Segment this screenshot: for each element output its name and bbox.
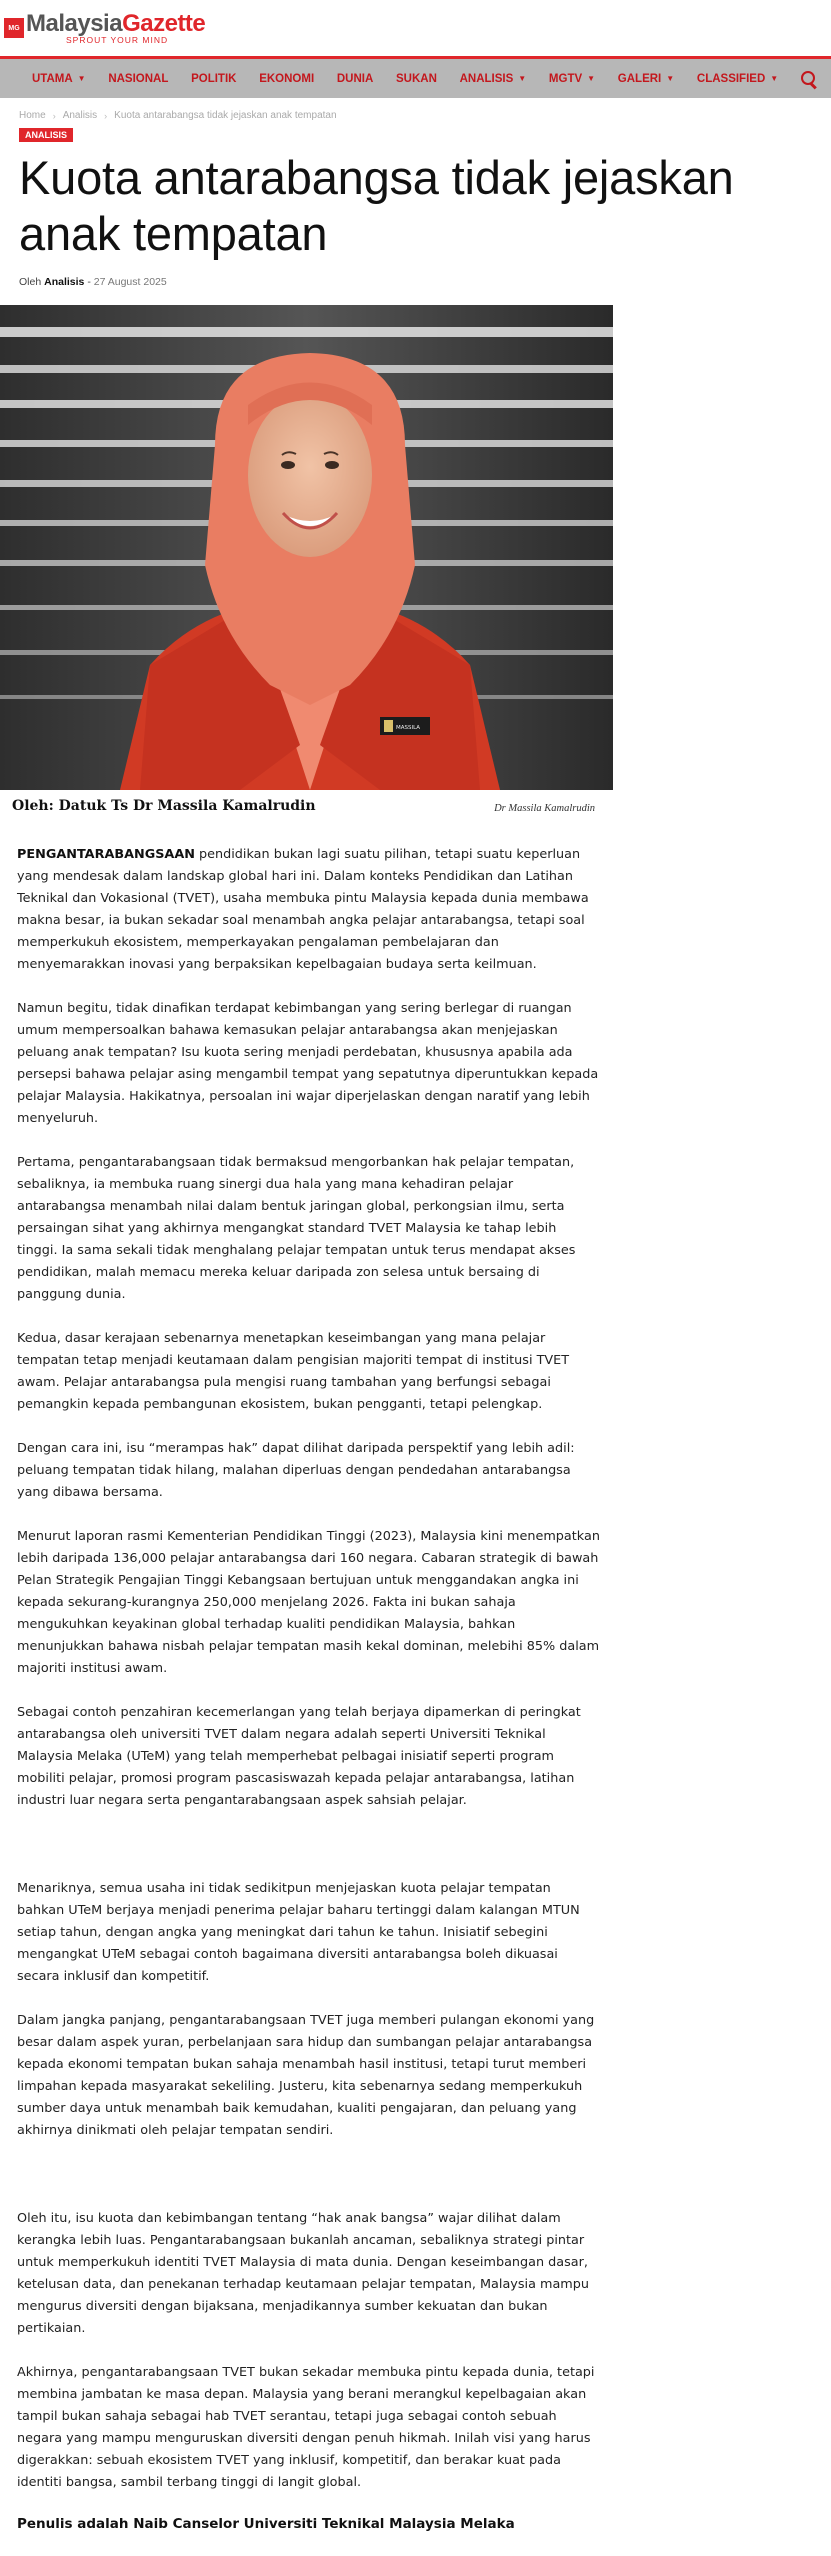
- meta-by: Oleh: [19, 276, 42, 288]
- nav-item-analisis[interactable]: [460, 73, 527, 85]
- breadcrumb: [0, 98, 831, 121]
- nav-item-label: GALERI: [617, 72, 662, 85]
- chevron-right-icon: ›: [52, 110, 56, 121]
- logo-second: Gazette: [122, 9, 206, 37]
- nav-item-sukan[interactable]: [396, 73, 437, 85]
- paragraph-group-c: [17, 2208, 600, 2494]
- category-badge[interactable]: ANALISIS: [19, 128, 73, 142]
- nav-item-label: EKONOMI: [259, 72, 315, 85]
- chevron-down-icon: ▼: [587, 74, 596, 83]
- nav-item-classified[interactable]: [697, 73, 778, 85]
- breadcrumb-section[interactable]: Analisis: [62, 110, 98, 121]
- logo-text: [26, 9, 206, 45]
- main-nav: [0, 56, 831, 98]
- logo-first: Malaysia: [26, 9, 123, 37]
- article-paragraph: Dalam jangka panjang, pengantarabangsaan TVET juga memberi pulangan ekonomi yang besar dalam aspek yuran, perbelanjaan sara hidup dan sumbangan pelajar antarabangsa kepada ekonomi tempatan bukan sahaja menambah hasil institusi, tetapi turut memberi limpahan kepada masyarakat sekeliling. Justeru, kita sebenarnya sedang memperkukuh sumber daya untuk menambah baik kemudahan, kualiti pengajaran, dan peluang yang akhirnya dinikmati oleh pelajar tempatan sendiri.: [17, 2013, 595, 2138]
- logo-badge: MG: [4, 18, 24, 38]
- photo-credit: Dr Massila Kamalrudin: [494, 803, 595, 814]
- nav-item-label: MGTV: [548, 72, 583, 85]
- nav-item-label: POLITIK: [191, 72, 237, 85]
- meta-sep: -: [87, 276, 91, 288]
- article-paragraph: Dengan cara ini, isu “merampas hak” dapat dilihat daripada perspektif yang lebih adil: peluang tempatan tidak hilang, malahan diperluas dengan pendedahan antarabangsa yang dibawa bersama.: [17, 1441, 575, 1500]
- article-paragraph: Pertama, pengantarabangsaan tidak bermaksud mengorbankan hak pelajar tempatan, sebaliknya, ia membuka ruang sinergi dua hala yang mana kehadiran pelajar antarabangsa menambah nilai dalam bentuk jaringan global, perkongsian ilmu, serta persaingan sihat yang akhirnya mengangkat standard TVET Malaysia ke tahap lebih tinggi. Ia sama sekali tidak menghalang pelajar tempatan untuk terus mendapat akses pendidikan, malah memacu mereka keluar daripada zon selesa untuk bersaing di panggung dunia.: [17, 1155, 576, 1302]
- nav-item-ekonomi[interactable]: [259, 73, 314, 85]
- article-paragraph: Oleh itu, isu kuota dan kebimbangan tentang “hak anak bangsa” wajar dilihat dalam kerangka lebih luas. Pengantarabangsaan bukanlah ancaman, sebaliknya strategi pintar untuk memperkukuh identiti TVET Malaysia di mata dunia. Dengan keseimbangan dasar, ketelusan data, dan penekanan terhadap keutamaan pelajar tempatan, Malaysia mampu mengurus diversiti dengan bijaksana, menjadikannya sumber kekuatan dan bukan pertikaian.: [17, 2211, 590, 2336]
- lead-word: PENGANTARABANGSAAN: [17, 847, 195, 862]
- logo-tagline: SPROUT YOUR MIND: [66, 34, 169, 45]
- article-body: [0, 844, 600, 2494]
- featured-image: [0, 305, 613, 790]
- article-paragraph: Menurut laporan rasmi Kementerian Pendidikan Tinggi (2023), Malaysia kini menempatkan lebih daripada 136,000 pelajar antarabangsa dari 160 negara. Cabaran strategik di bawah Pelan Strategik Pengajian Tinggi Kebangsaan bertujuan untuk menggandakan angka ini kepada sekurang-kurangnya 250,000 menjelang 2026. Fakta ini bukan sahaja mengukuhkan keyakinan global terhadap kualiti pendidikan Malaysia, bahkan menunjukkan bahawa nisbah pelajar tempatan masih kekal dominan, melebihi 85% dalam majoriti institusi awam.: [17, 1529, 600, 1676]
- nav-item-label: CLASSIFIED: [696, 72, 766, 85]
- article-paragraph: Kedua, dasar kerajaan sebenarnya menetapkan keseimbangan yang mana pelajar tempatan tetap menjadi keutamaan dalam pengisian majoriti tempat di institusi TVET awam. Pelajar antarabangsa pula mengisi ruang tambahan yang berfungsi sebagai pemangkin kepada pembangunan ekosistem, bukan pengganti, tetapi pelengkap.: [17, 1331, 570, 1412]
- nav-item-mgtv[interactable]: [549, 73, 595, 85]
- spacer: [17, 2164, 600, 2208]
- name-tag-text: MASSILA: [396, 725, 421, 731]
- nav-item-label: ANALISIS: [459, 72, 514, 85]
- author-byline: Oleh: Datuk Ts Dr Massila Kamalrudin: [12, 798, 316, 814]
- meta-date: 27 August 2025: [93, 276, 167, 288]
- site-logo[interactable]: [4, 9, 206, 45]
- nav-item-nasional[interactable]: [108, 73, 168, 85]
- nav-item-label: NASIONAL: [108, 72, 169, 85]
- paragraph-group-a: [17, 998, 600, 1812]
- portrait-illustration: [0, 305, 613, 790]
- nav-item-dunia[interactable]: [337, 73, 373, 85]
- chevron-down-icon: ▼: [77, 74, 86, 83]
- author-note: Penulis adalah Naib Canselor Universiti Teknikal Malaysia Melaka: [17, 2516, 515, 2532]
- article-paragraph: Sebagai contoh penzahiran kecemerlangan yang telah berjaya dipamerkan di peringkat antarabangsa oleh universiti TVET dalam negara adalah seperti Universiti Teknikal Malaysia Melaka (UTeM) yang telah memperhebat pelbagai inisiatif seperti program mobiliti pelajar, promosi program pascasiswazah kepada pelajar antarabangsa, latihan industri luar negara serta pengantarabangsaan aspek sahsiah pelajar.: [17, 1705, 581, 1808]
- article-paragraph: Akhirnya, pengantarabangsaan TVET bukan sekadar membuka pintu kepada dunia, tetapi membina jambatan ke masa depan. Malaysia yang berani merangkul kepelbagaian akan tampil bukan sahaja sebagai hab TVET serantau, tetapi juga sebagai contoh sebuah negara yang mampu menguruskan diversiti dengan penuh hikmah. Inilah visi yang harus digerakkan: sebuah ekosistem TVET yang inklusif, kompetitif, dan berakar kuat pada identiti bangsa, sambil terbang tinggi di langit global.: [17, 2365, 595, 2490]
- paragraph-group-b: [17, 1878, 600, 2142]
- nav-item-utama[interactable]: [32, 73, 86, 85]
- spacer: [17, 1834, 600, 1878]
- nav-item-politik[interactable]: [191, 73, 236, 85]
- logo-wordmark: [26, 9, 206, 37]
- breadcrumb-current: Kuota antarabangsa tidak jejaskan anak tempatan: [114, 110, 337, 121]
- nav-item-label: DUNIA: [336, 72, 374, 85]
- chevron-down-icon: ▼: [770, 74, 779, 83]
- nav-item-galeri[interactable]: [618, 73, 674, 85]
- page-title: Kuota antarabangsa tidak jejaskan anak tempatan: [19, 151, 734, 260]
- breadcrumb-home[interactable]: Home: [19, 110, 46, 121]
- article-meta: [0, 262, 831, 288]
- meta-author[interactable]: Analisis: [44, 276, 85, 288]
- chevron-right-icon: ›: [104, 110, 108, 121]
- bottom-spacer: [0, 2532, 831, 2556]
- chevron-down-icon: ▼: [518, 74, 527, 83]
- article-container: [0, 98, 831, 2556]
- nav-item-label: SUKAN: [396, 72, 437, 85]
- search-icon[interactable]: [801, 71, 817, 87]
- article-paragraph: Namun begitu, tidak dinafikan terdapat kebimbangan yang sering berlegar di ruangan umum mempersoalkan bahawa kemasukan pelajar antarabangsa akan menjejaskan peluang anak tempatan? Isu kuota sering menjadi perdebatan, khususnya apabila ada persepsi bahawa pelajar asing mengambil tempat yang sepatutnya diperuntukkan kepada pelajar Malaysia. Hakikatnya, persoalan ini wajar diperjelaskan dengan naratif yang lebih menyeluruh.: [17, 1001, 599, 1126]
- image-caption: [0, 790, 613, 814]
- lead-paragraph: [17, 844, 600, 976]
- article-paragraph: Menariknya, semua usaha ini tidak sedikitpun menjejaskan kuota pelajar tempatan bahkan UTeM berjaya menjadi penerima pelajar baharu tertinggi dalam kalangan MTUN setiap tahun, dengan angka yang meningkat dari tahun ke tahun. Inisiatif sebegini mengangkat UTeM sebagai contoh bagaimana diversiti antarabangsa boleh dikuasai secara inklusif dan kompetitif.: [17, 1881, 580, 1984]
- nav-item-label: UTAMA: [32, 72, 73, 85]
- site-header: [0, 0, 831, 56]
- chevron-down-icon: ▼: [666, 74, 675, 83]
- lead-rest: pendidikan bukan lagi suatu pilihan, tetapi suatu keperluan yang mendesak dalam landskap global hari ini. Dalam konteks Pendidikan dan Latihan Teknikal dan Vokasional (TVET), usaha membuka pintu Malaysia kepada dunia membawa makna besar, ia bukan sekadar soal menambah angka pelajar antarabangsa, tetapi soal memperkukuh ekosistem, memperkayakan pengalaman pembelajaran dan menyemarakkan inovasi yang berpaksikan kepelbagaian budaya serta keilmuan.: [17, 847, 589, 972]
